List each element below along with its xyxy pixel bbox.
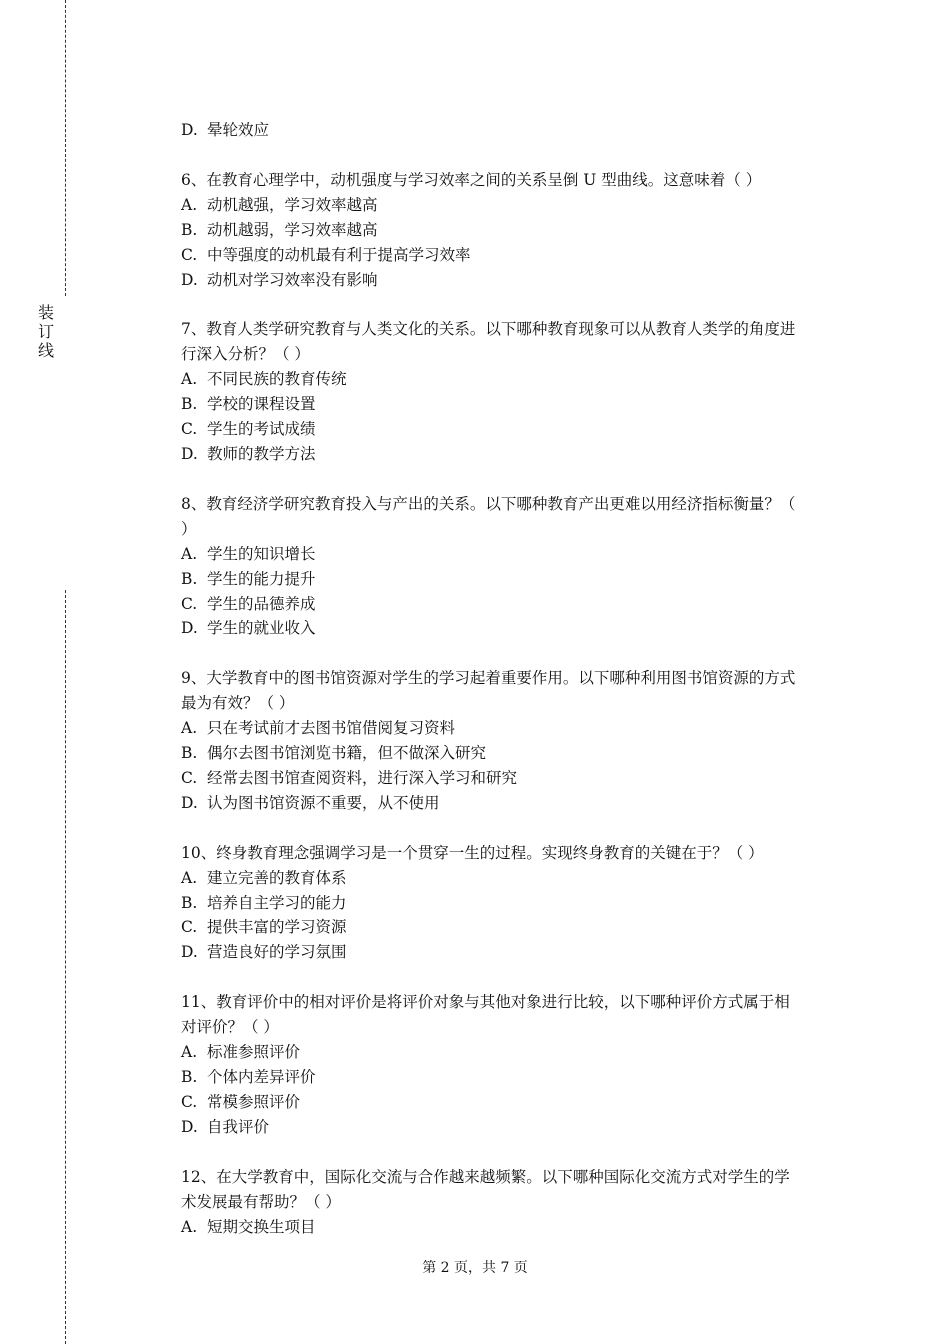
question-title: 9、大学教育中的图书馆资源对学生的学习起着重要作用。以下哪种利用图书馆资源的方式 — [181, 669, 796, 688]
question-12 — [181, 1165, 841, 1240]
question-title: 7、教育人类学研究教育与人类文化的关系。以下哪种教育现象可以从教育人类学的角度进 — [181, 320, 796, 339]
option-b — [181, 741, 841, 766]
binding-char: 装 — [37, 303, 54, 322]
option-b — [181, 1065, 841, 1090]
question-title-cont: ） — [181, 519, 197, 538]
option-a — [181, 542, 841, 567]
option-text: 只在考试前才去图书馆借阅复习资料 — [207, 719, 456, 738]
question-8 — [181, 492, 841, 641]
question-7 — [181, 317, 841, 466]
option-key: C. — [181, 918, 198, 937]
option-key: B. — [181, 220, 198, 239]
option-key: A. — [181, 1043, 198, 1062]
option-d — [181, 442, 841, 467]
question-title-cont: 对评价？（ ） — [181, 1018, 279, 1037]
option-key: A. — [181, 719, 198, 738]
option-text: 营造良好的学习氛围 — [207, 943, 347, 962]
option-text: 认为图书馆资源不重要，从不使用 — [207, 793, 440, 812]
option-c — [181, 243, 841, 268]
option-key: B. — [181, 1068, 198, 1086]
option-a — [181, 716, 841, 741]
option-text: 学生的品德养成 — [207, 594, 316, 613]
option-text: 动机越强，学习效率越高 — [207, 195, 378, 214]
option-text: 教师的教学方法 — [207, 444, 316, 463]
question-6 — [181, 168, 841, 293]
option-c — [181, 915, 841, 940]
option-d — [181, 1115, 841, 1140]
option-key: D. — [181, 943, 198, 962]
option-text: 常模参照评价 — [207, 1092, 301, 1111]
option-text: 标准参照评价 — [207, 1043, 301, 1062]
option-b — [181, 218, 841, 243]
binding-char: 线 — [37, 341, 54, 360]
option-b — [181, 891, 841, 916]
question-title: 12、在大学教育中，国际化交流与合作越来越频繁。以下哪种国际化交流方式对学生的学 — [181, 1167, 790, 1186]
option-a — [181, 1040, 841, 1065]
option-key: A. — [181, 544, 198, 563]
option-text: 不同民族的教育传统 — [207, 370, 347, 389]
option-d — [181, 791, 841, 816]
option-key: B. — [181, 569, 198, 588]
option-key: C. — [181, 594, 198, 613]
option-a — [181, 367, 841, 392]
option-key: B. — [181, 395, 198, 414]
option-key: A. — [181, 370, 198, 389]
option-a — [181, 1215, 841, 1240]
option-key: A. — [181, 868, 198, 887]
option-text: 个体内差异评价 — [207, 1068, 316, 1086]
binding-char: 订 — [37, 322, 54, 341]
question-title-cont: 术发展最有帮助？（ ） — [181, 1192, 341, 1211]
option-text: 建立完善的教育体系 — [207, 868, 347, 887]
option-text: 学校的课程设置 — [207, 395, 316, 414]
option-text: 短期交换生项目 — [207, 1217, 316, 1236]
page-footer: 第 2 页，共 7 页 — [422, 1260, 528, 1276]
option-text: 学生的能力提升 — [207, 569, 316, 588]
option-text: 培养自主学习的能力 — [207, 893, 347, 912]
option-text: 偶尔去图书馆浏览书籍，但不做深入研究 — [207, 744, 487, 763]
option-key: D. — [181, 121, 198, 139]
binding-line-top — [65, 0, 66, 296]
question-10 — [181, 841, 841, 966]
option-d — [181, 616, 841, 641]
option-key: D. — [181, 619, 198, 638]
binding-line-bottom — [65, 590, 66, 1344]
option-d-continued — [181, 118, 841, 143]
option-text: 学生的知识增长 — [207, 544, 316, 563]
option-key: B. — [181, 893, 198, 912]
option-text: 晕轮效应 — [207, 121, 270, 139]
option-key: D. — [181, 270, 198, 289]
option-key: D. — [181, 793, 198, 812]
option-c — [181, 1090, 841, 1115]
option-text: 中等强度的动机最有利于提高学习效率 — [207, 245, 471, 264]
question-11 — [181, 990, 841, 1139]
question-title: 8、教育经济学研究教育投入与产出的关系。以下哪种教育产出更难以用经济指标衡量？（ — [181, 494, 796, 513]
option-c — [181, 766, 841, 791]
option-key: C. — [181, 420, 198, 439]
option-key: A. — [181, 195, 198, 214]
option-key: C. — [181, 245, 198, 264]
option-text: 自我评价 — [207, 1117, 270, 1136]
option-key: D. — [181, 444, 198, 463]
option-b — [181, 392, 841, 417]
option-text: 学生的考试成绩 — [207, 420, 316, 439]
option-a — [181, 193, 841, 218]
question-title-cont: 行深入分析？（ ） — [181, 345, 310, 364]
question-title: 11、教育评价中的相对评价是将评价对象与其他对象进行比较，以下哪种评价方式属于相 — [181, 993, 790, 1012]
question-title-cont: 最为有效？（ ） — [181, 694, 295, 713]
option-d — [181, 940, 841, 965]
binding-label — [36, 303, 56, 360]
question-content — [181, 118, 841, 1239]
question-9 — [181, 666, 841, 815]
option-key: A. — [181, 1217, 198, 1236]
option-b — [181, 567, 841, 592]
option-key: D. — [181, 1117, 198, 1136]
option-key: B. — [181, 744, 198, 763]
option-d — [181, 268, 841, 293]
option-a — [181, 866, 841, 891]
option-key: C. — [181, 1092, 198, 1111]
question-title: 6、在教育心理学中，动机强度与学习效率之间的关系呈倒 U 型曲线。这意味着（ ） — [181, 170, 762, 189]
option-text: 学生的就业收入 — [207, 619, 316, 638]
option-text: 动机对学习效率没有影响 — [207, 270, 378, 289]
option-text: 提供丰富的学习资源 — [207, 918, 347, 937]
option-text: 动机越弱，学习效率越高 — [207, 220, 378, 239]
option-c — [181, 417, 841, 442]
question-title: 10、终身教育理念强调学习是一个贯穿一生的过程。实现终身教育的关键在于？（ ） — [181, 843, 764, 862]
option-key: C. — [181, 768, 198, 787]
option-c — [181, 592, 841, 617]
option-text: 经常去图书馆查阅资料，进行深入学习和研究 — [207, 768, 518, 787]
